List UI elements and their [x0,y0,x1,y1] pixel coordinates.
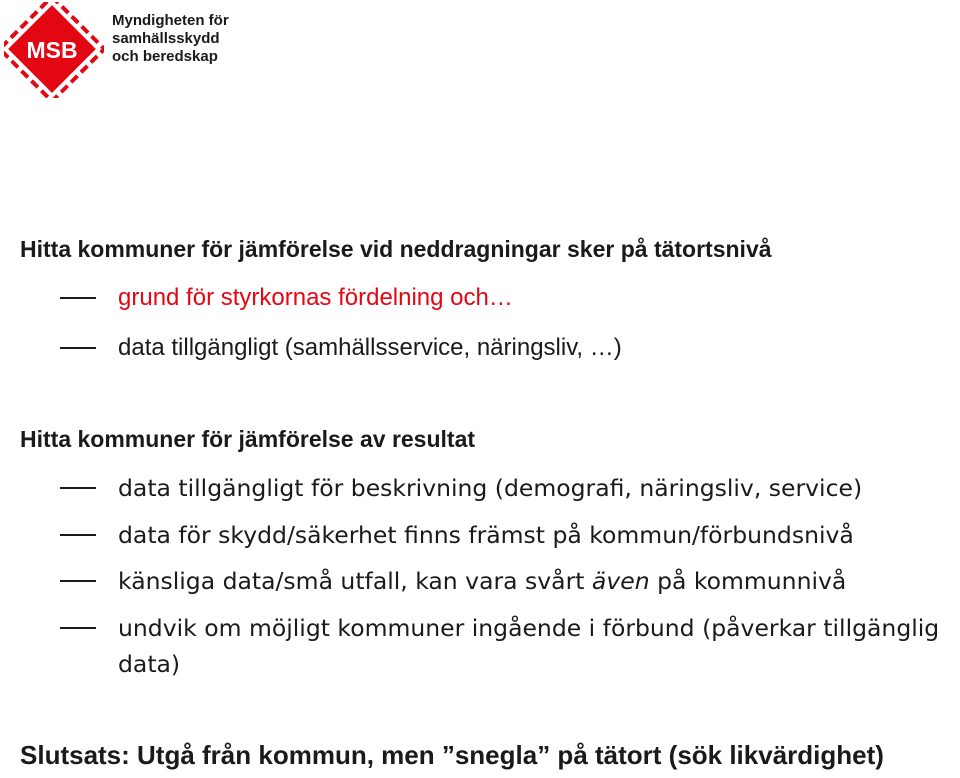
msb-emblem-icon [4,2,104,98]
logo-line-3: och beredskap [112,48,218,65]
bullet-text-before: känsliga data/små utfall, kan vara svårt [118,567,592,595]
dash-icon [60,297,96,299]
logo-line-2: samhällsskydd [112,30,220,47]
conclusion-text: Slutsats: Utgå från kommun, men ”snegla” på tätort (sök likvärdighet) [20,740,884,770]
logo-wordmark [112,12,229,66]
dash-icon [60,487,96,489]
section-2-bullet-4: undvik om möjligt kommuner ingående i förbund (påverkar tillgänglig data) [80,610,940,682]
section-2-bullet-1: data tillgängligt för beskrivning (demografi, näringsliv, service) [80,470,940,506]
section-1-bullet-1: grund för styrkornas fördelning och… [80,280,940,316]
section-1-heading: Hitta kommuner för jämförelse vid neddragningar sker på tätortsnivå [20,236,772,262]
msb-logo [4,2,264,100]
logo-line-1: Myndigheten för [112,12,229,29]
section-1-bullet-2: data tillgängligt (samhällsservice, näringsliv, …) [80,330,940,366]
dash-icon [60,627,96,629]
bullet-text-after: på kommunnivå [649,567,847,595]
section-2-bullet-3 [80,563,940,599]
section-2-bullet-2: data för skydd/säkerhet finns främst på kommun/förbundsnivå [80,517,940,553]
emblem-text: MSB [26,37,78,63]
dash-icon [60,534,96,536]
section-2-heading: Hitta kommuner för jämförelse av resultat [20,426,476,452]
dash-icon [60,347,96,349]
dash-icon [60,580,96,582]
bullet-emphasis: även [591,567,650,595]
